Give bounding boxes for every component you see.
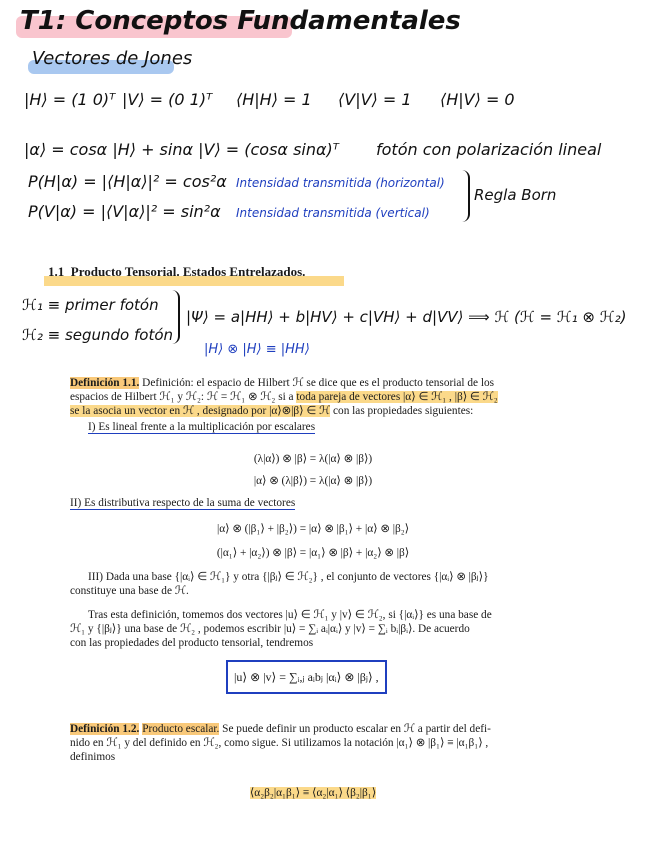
section-title: Producto Tensorial. Estados Entrelazados. [70, 264, 306, 279]
property-3-cont: constituye una base de ℋ. [70, 585, 189, 597]
property-1-text: I) Es lineal frente a la multiplicación por escalares [88, 421, 316, 433]
prob-h: P(H|α) = |⟨H|α⟩|² = cos²α [28, 172, 227, 191]
photon-h2: ℋ₂ ≡ segundo fotón [22, 326, 174, 344]
subtitle: Vectores de Jones [32, 48, 193, 69]
property-2 [70, 496, 295, 510]
born-rule: Regla Born [474, 186, 557, 204]
hh-note: |H⟩ ⊗ |H⟩ ≡ |HH⟩ [204, 342, 310, 357]
eq-linear-1: (λ|α⟩) ⊗ |β⟩ = λ(|α⟩ ⊗ |β⟩) [253, 453, 373, 465]
def12-line2: nido en ℋ₁ y del definido en ℋ₂, como sigue. Si utilizamos la notación |α₁⟩ ⊗ |β₁⟩ ≡ |α₁β₁⟩ , [70, 737, 489, 749]
prob-v: P(V|α) = |⟨V|α⟩|² = sin²α [28, 202, 221, 221]
property-3: III) Dada una base {|αᵢ⟩ ∈ ℋ₁} y otra {|βⱼ⟩ ∈ ℋ₂} , el conjunto de vectores {|αᵢ⟩ ⊗ |βⱼ⟩} [88, 571, 489, 583]
photon-brace [172, 290, 180, 344]
para-line3: con las propiedades del producto tensorial, tendremos [70, 637, 314, 649]
para-line2: ℋ₁ y {|βⱼ⟩} una base de ℋ₂ , podemos escribir |u⟩ = ∑ᵢ aᵢ|αᵢ⟩ y |v⟩ = ∑ᵢ bᵢ|βᵢ⟩. De acuerdo [70, 623, 470, 635]
def11-line1 [70, 376, 494, 390]
eq-distrib-2: (|α₁⟩ + |α₂⟩) ⊗ |β⟩ = |α₁⟩ ⊗ |β⟩ + |α₂⟩ ⊗ |β⟩ [216, 547, 410, 559]
def12-label: Definición 1.2. [70, 723, 140, 735]
jones-v: |V⟩ = (0 1)ᵀ [122, 90, 213, 109]
def12-line3: definimos [70, 751, 116, 763]
def11-line2 [70, 390, 498, 404]
jones-hh: ⟨H|H⟩ = 1 [236, 90, 312, 109]
jones-vv: ⟨V|V⟩ = 1 [338, 90, 412, 109]
def12-eq-text: ⟨α₂β₂|α₁β₁⟩ ≡ ⟨α₂|α₁⟩ ⟨β₂|β₁⟩ [249, 787, 377, 799]
def11-text1: Definición: el espacio de Hilbert ℋ se dice que es el producto tensorial de los [139, 377, 495, 389]
def11-text3b: con las propiedades siguientes: [330, 405, 474, 417]
alpha-state: |α⟩ = cosα |H⟩ + sinα |V⟩ = (cosα sinα)ᵀ [24, 140, 339, 159]
def12-line1 [70, 722, 491, 736]
born-brace [462, 170, 470, 222]
boxed-equation: |u⟩ ⊗ |v⟩ = ∑ᵢ,ⱼ aᵢbⱼ |αᵢ⟩ ⊗ |βⱼ⟩ , [226, 660, 387, 694]
jones-hv: ⟨H|V⟩ = 0 [440, 90, 515, 109]
def11-text2a: espacios de Hilbert ℋ₁ y ℋ₂: ℋ = ℋ₁ ⊗ ℋ₂ si a [70, 391, 297, 403]
property-2-text: II) Es distributiva respecto de la suma de vectores [70, 497, 296, 509]
def11-label: Definición 1.1. [70, 377, 140, 389]
def12-text1: Se puede definir un producto escalar en ℋ a partir del defi- [219, 723, 491, 735]
page-title: T1: Conceptos Fundamentales [20, 6, 461, 36]
section-heading [48, 264, 305, 280]
def11-line3 [70, 404, 473, 418]
para-line1: Tras esta definición, tomemos dos vectores |u⟩ ∈ ℋ₁ y |v⟩ ∈ ℋ₂, si {|αᵢ⟩} es una base de [88, 609, 492, 621]
property-1 [88, 420, 315, 434]
def12-equation [70, 786, 556, 800]
prob-h-note: Intensidad transmitida (horizontal) [236, 176, 445, 190]
jones-h: |H⟩ = (1 0)ᵀ [24, 90, 116, 109]
entangled-state: |Ψ⟩ = a|HH⟩ + b|HV⟩ + c|VH⟩ + d|VV⟩ ⟹ ℋ (ℋ = ℋ₁ ⊗ ℋ₂) [186, 308, 627, 326]
def12-highlight: Producto escalar. [142, 723, 220, 735]
eq-distrib-1: |α⟩ ⊗ (|β₁⟩ + |β₂⟩) = |α⟩ ⊗ |β₁⟩ + |α⟩ ⊗ |β₂⟩ [216, 523, 410, 535]
photon-h1: ℋ₁ ≡ primer fotón [22, 296, 159, 314]
prob-v-note: Intensidad transmitida (vertical) [236, 206, 430, 220]
def11-text2b: toda pareja de vectores |α⟩ ∈ ℋ₁ , |β⟩ ∈ ℋ₂ [296, 391, 498, 403]
def11-text3a: se la asocia un vector en ℋ , designado por |α⟩⊗|β⟩ ∈ ℋ [70, 405, 331, 417]
section-number: 1.1 [48, 264, 65, 279]
alpha-note: fotón con polarización lineal [376, 140, 602, 159]
eq-linear-2: |α⟩ ⊗ (λ|β⟩) = λ(|α⟩ ⊗ |β⟩) [253, 475, 373, 487]
